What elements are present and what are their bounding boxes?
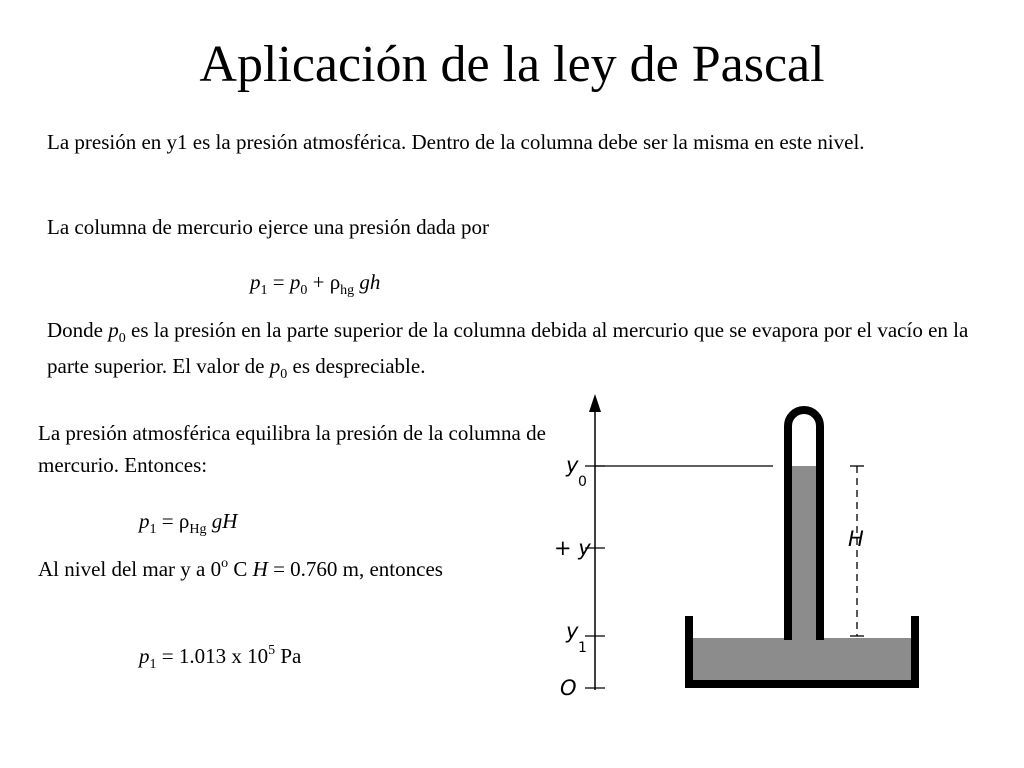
height-label: H [848,527,864,551]
barometer-diagram [540,390,940,710]
equation-pressure-column: $p_1 = p_0 + \rho_{hg}$ gh [250,270,381,298]
equation-result: $p_1 = 1.013$ x $10^5$ Pa [139,643,302,672]
y0-label: y [566,453,579,477]
column-paragraph: La columna de mercurio ejerce una presión dada por [47,215,489,239]
donde-paragraph: Donde $p_0$ es la presión en la parte superior de la columna debida al mercurio que se evapora por el vacío en la parte superior. El valor de $p_0$ es despreciable. [47,318,969,382]
page-title: Aplicación de la ley de Pascal [199,36,825,93]
y1-label: y [566,619,579,643]
tube-mercury-column [792,466,816,640]
y1-subscript: 1 [578,640,587,656]
plus-y-label: + y [554,536,591,560]
sea-level-paragraph: Al nivel del mar y a 0$^o$ C H = 0.760 m, entonces [38,556,443,581]
y0-subscript: 0 [578,474,587,490]
equation-balance: $p_1 = \rho_{Hg}$ gH [139,509,238,537]
intro-paragraph: La presión en y1 es la presión atmosférica. Dentro de la columna debe ser la misma en este nivel. [47,130,865,154]
dish-mercury [691,638,913,680]
y-axis-arrow [589,394,601,412]
origin-label: O [560,676,577,700]
atmospheric-paragraph: La presión atmosférica equilibra la presión de la columna de mercurio. Entonces: [38,421,546,477]
